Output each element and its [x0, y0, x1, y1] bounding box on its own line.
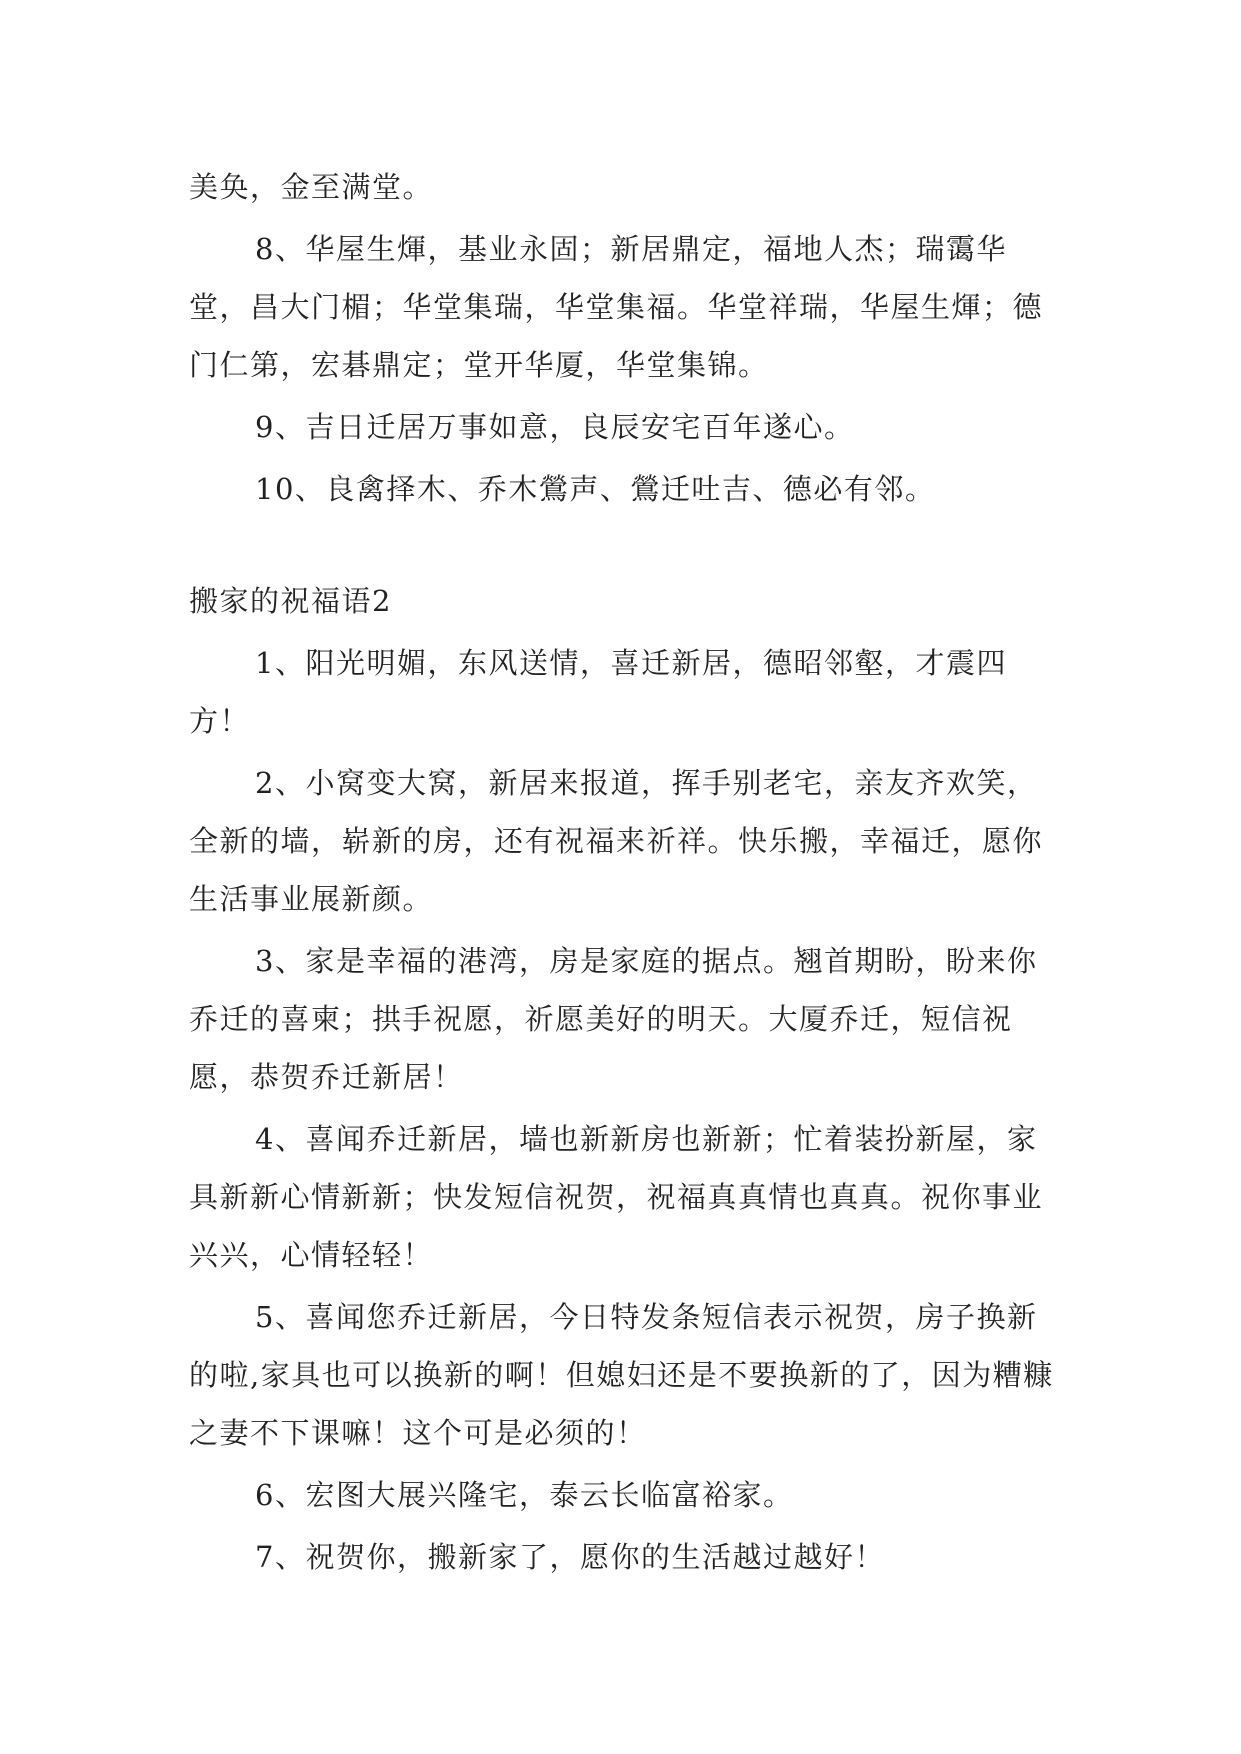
list-item: 6、宏图大展兴隆宅，泰云长临富裕家。: [255, 1478, 794, 1512]
list-item: 4、喜闻乔迁新居，墙也新新房也新新；忙着装扮新屋，家具新新心情新新；快发短信祝贺，祝福真真情也真真。祝你事业兴兴，心情轻轻！: [189, 1122, 1044, 1272]
continuation-paragraph: 美奂，金至满堂。: [189, 170, 434, 204]
list-item: 8、华屋生煇，基业永固；新居鼎定，福地人杰；瑞霭华堂，昌大门楣；华堂集瑞，华堂集福。华堂祥瑞，华屋生煇；德门仁第，宏碁鼎定；堂开华厦，华堂集锦。: [189, 232, 1044, 382]
list-item: 7、祝贺你，搬新家了，愿你的生活越过越好！: [255, 1540, 885, 1574]
list-item: 3、家是幸福的港湾，房是家庭的据点。翘首期盼，盼来你乔迁的喜柬；拱手祝愿，祈愿美好的明天。大厦乔迁，短信祝愿，恭贺乔迁新居！: [189, 944, 1038, 1094]
list-item: 5、喜闻您乔迁新居，今日特发条短信表示祝贺，房子换新的啦,家具也可以换新的啊！但媳妇还是不要换新的了，因为糟糠之妻不下课嘛！这个可是必须的！: [189, 1300, 1054, 1450]
list-item: 1、阳光明媚，东风送情，喜迁新居，德昭邻壑，才震四方！: [189, 646, 1007, 738]
section-heading: 搬家的祝福语2: [189, 584, 392, 618]
list-item: 2、小窝变大窝，新居来报道，挥手别老宅，亲友齐欢笑，全新的墙，崭新的房，还有祝福来祈祥。快乐搬，幸福迁，愿你生活事业展新颜。: [189, 766, 1044, 916]
document-body: [189, 158, 1059, 1590]
list-item: 10、良禽择木、乔木鶯声、鶯迁吐吉、德必有邻。: [255, 472, 936, 506]
list-item: 9、吉日迁居万事如意，良辰安宅百年遂心。: [255, 410, 855, 444]
